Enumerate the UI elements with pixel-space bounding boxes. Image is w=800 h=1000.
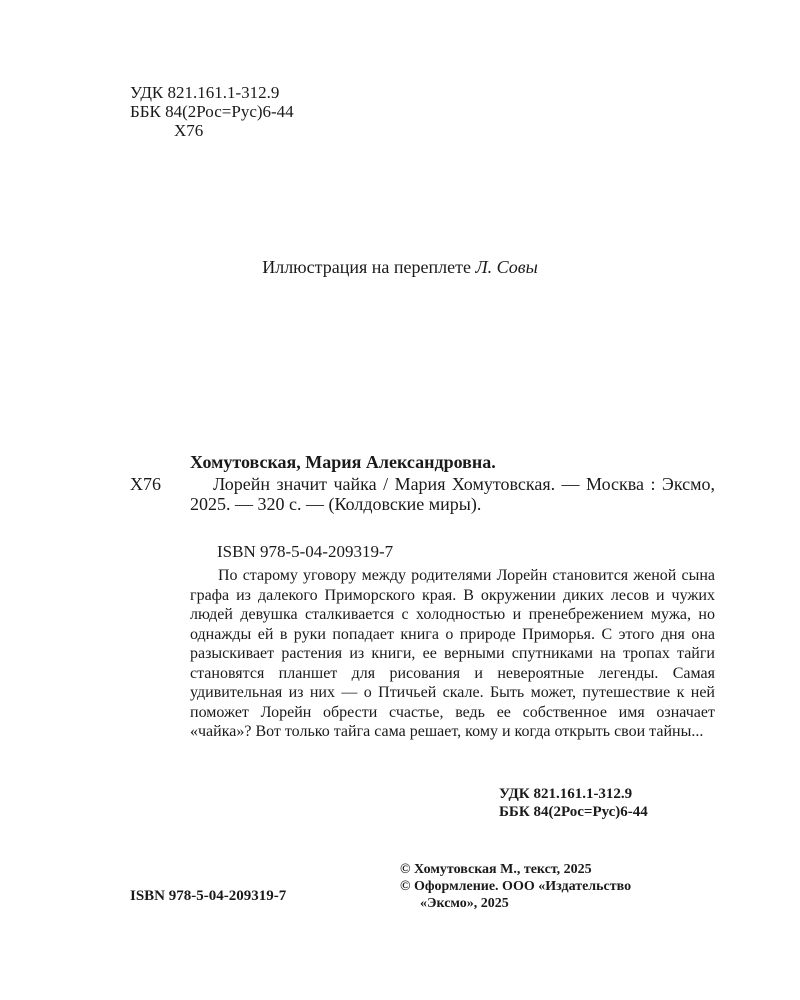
catalog-author-sign: Х76 (130, 474, 161, 494)
udk-code: УДК 821.161.1-312.9 (130, 83, 280, 102)
classification-codes (130, 83, 294, 140)
catalog-author: Хомутовская, Мария Александровна. (190, 452, 496, 472)
footer-isbn: ISBN 978-5-04-209319-7 (130, 888, 287, 904)
catalog-classification (499, 785, 648, 821)
annotation: По старому уговору между родителями Лорейн становится женой сына графа из далекого Приморского края. В окружении диких лесов и чужих людей девушка сталкивается с холодностью и пренебрежением мужа, но однажды ей в руки попадает книга о природе Приморья. С этого дня она разыскивает растения из книги, ее верными спутниками на тропах тайги становятся планшет для рисования и невероятные легенды. Самая удивительная из них — о Птичьей скале. Быть может, путешествие к ней поможет Лорейн обрести счастье, ведь ее собственное имя означает «чайка»? Вот только тайга сама решает, кому и когда открыть свои тайны... (190, 567, 715, 740)
copyright-design: © Оформление. ООО «Издательство (400, 879, 632, 894)
bbk-code: ББК 84(2Рос=Рус)6-44 (130, 102, 294, 121)
copyright-text: © Хомутовская М., текст, 2025 (400, 862, 592, 877)
bibliographic-description: Лорейн значит чайка / Мария Хомутовская. — Москва : Эксмо, 2025. — 320 с. — (Колдовские миры). (190, 474, 715, 514)
catalog-udk: УДК 821.161.1-312.9 (499, 786, 633, 802)
copyright-design-cont: «Эксмо», 2025 (420, 896, 509, 911)
author-sign: Х76 (174, 121, 204, 140)
catalog-isbn: ISBN 978-5-04-209319-7 (217, 542, 394, 561)
illustration-credit-text: Иллюстрация на переплете (262, 257, 476, 277)
copyright-block (400, 861, 631, 912)
illustration-credit (0, 257, 800, 278)
catalog-bbk: ББК 84(2Рос=Рус)6-44 (499, 804, 648, 820)
illustration-artist: Л. Совы (475, 257, 538, 277)
